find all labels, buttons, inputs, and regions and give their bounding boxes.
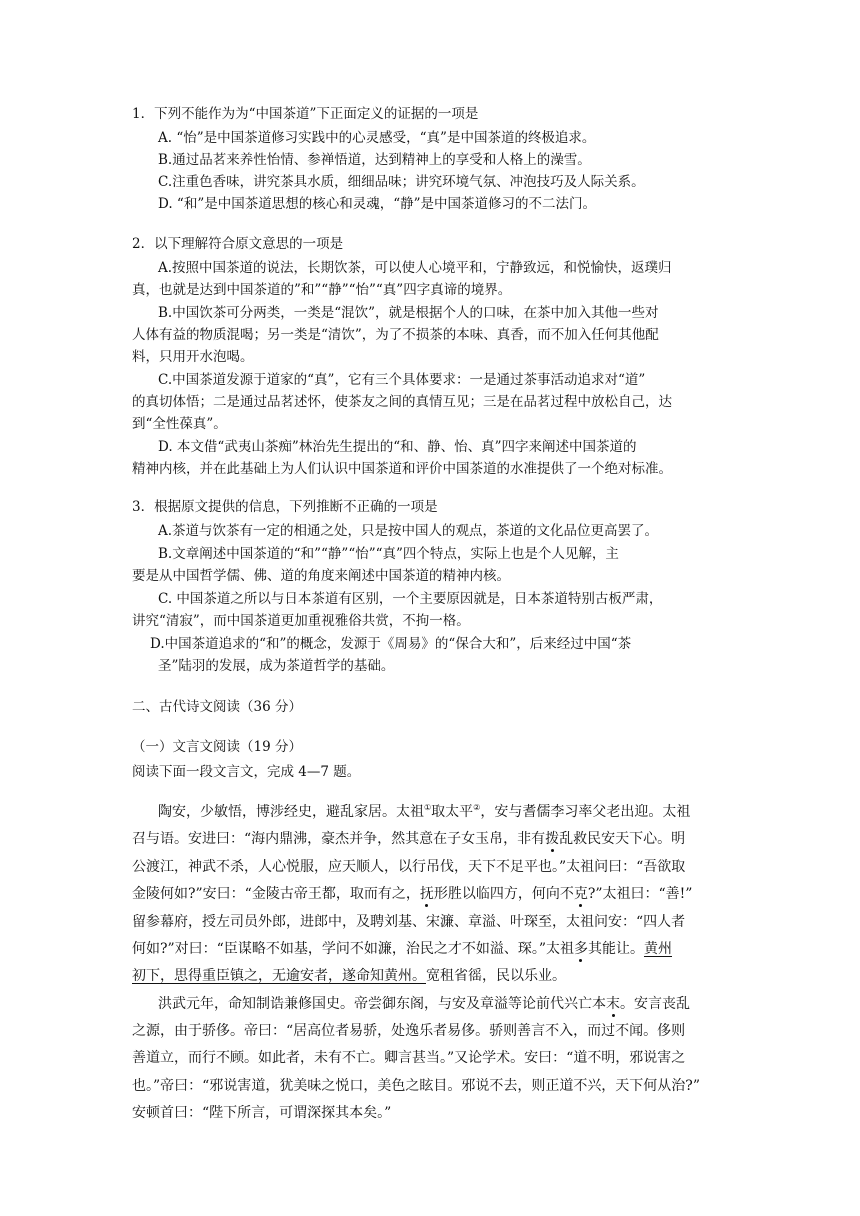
q3-stem: 3．根据原文提供的信息，下列推断不正确的一项是 [132, 499, 438, 515]
emphasis-char-duo: 多 [573, 941, 588, 957]
q2-option-b-line3: 料，只用开水泡喝。 [132, 349, 254, 365]
q1-option-a: A. “怡”是中国茶道修习实践中的心灵感受，“真”是中国茶道的终极追求。 [158, 130, 596, 146]
footnote-marker-2: ② [473, 803, 481, 812]
q2-option-d-line1: D. 本文借“武夷山茶痴”林治先生提出的“和、静、怡、真”四字来阐述中国茶道的 [158, 439, 637, 455]
reading-instruction: 阅读下面一段文言文，完成 4—7 题。 [132, 764, 361, 780]
q3-option-d-line2: 圣”陆羽的发展，成为茶道哲学的基础。 [158, 658, 395, 674]
q2-option-c-line1: C.中国茶道发源于道家的“真”，它有三个具体要求：一是通过茶事活动追求对“道” [158, 372, 646, 388]
passage-p1-line4: 金陵何如?”安曰：“金陵古帝王都，取而有之，抚形胜以临四方，何向不克?”太祖曰：“善!” [132, 886, 693, 902]
q3-option-a: A.茶道与饮茶有一定的相通之处，只是按中国人的观点，茶道的文化品位更高罢了。 [158, 523, 659, 539]
q2-option-b-line2: 人体有益的物质混喝；另一类是“清饮”，为了不损茶的本味、真香，而不加入任何其他配 [132, 327, 659, 343]
q1-stem: 1．下列不能作为为“中国茶道”下正面定义的证据的一项是 [132, 106, 479, 122]
footnote-marker-1: ① [424, 803, 432, 812]
q2-option-a-line1: A.按照中国茶道的说法，长期饮茶，可以使人心境平和，宁静致远，和悦愉快，返璞归 [158, 260, 672, 276]
q3-option-c-line1: C. 中国茶道之所以与日本茶道有区别，一个主要原因就是，日本茶道特别古板严肃， [158, 591, 663, 607]
q3-option-d-line1: D.中国茶道追求的“和”的概念，发源于《周易》的“保合大和”，后来经过中国“茶 [150, 636, 632, 652]
underlined-sentence: 初下，思得重臣镇之，无逾安者，遂命知黄州。 [132, 968, 426, 984]
passage-p1-line6: 何如?”对曰：“臣谋略不如基，学问不如濂，治民之才不如溢、琛。”太祖多其能让。黄州 [132, 941, 672, 957]
emphasis-char-bo: 拨 [545, 831, 560, 847]
passage-p2-line4: 也。”帝曰：“邪说害道，犹美味之悦口，美色之眩目。邪说不去，则正道不兴，天下何从治?” [132, 1078, 700, 1094]
passage-p1-line3: 公渡江，神武不杀，人心悦服，应天顺人，以行吊伐，天下不足平也。”太祖问曰：“吾欲取 [132, 859, 686, 875]
q2-stem: 2．以下理解符合原文意思的一项是 [132, 236, 344, 252]
passage-p2-line5: 安顿首曰：“陛下所言，可谓深探其本矣。” [132, 1105, 392, 1121]
q1-option-b: B.通过品茗来养性怡情、参禅悟道，达到精神上的享受和人格上的澡雪。 [158, 152, 591, 168]
passage-p2-line3: 善道立，而行不顾。如此者，未有不亡。卿言甚当。”又论学术。安曰：“道不明，邪说害之 [132, 1050, 686, 1066]
emphasis-char-fu: 抚 [419, 886, 434, 902]
q2-option-b-line1: B.中国饮茶可分两类，一类是“混饮”，就是根据个人的口味，在茶中加入其他一些对 [158, 305, 659, 321]
section-heading: 二、古代诗文阅读（36 分） [132, 699, 302, 715]
subsection-heading: （一）文言文阅读（19 分） [132, 739, 302, 755]
q3-option-b-line1: B.文章阐述中国茶道的“和”“静”“怡”“真”四个特点，实际上也是个人见解，主 [158, 546, 619, 562]
emphasis-char-mo: 末 [606, 996, 620, 1012]
q2-option-c-line3: 到“全性葆真”。 [132, 416, 227, 432]
q1-option-c: C.注重色香味，讲究茶具水质，细细品味；讲究环境气氛、冲泡技巧及人际关系。 [158, 174, 645, 190]
passage-p1-line1: 陶安，少敏悟，博涉经史，避乱家居。太祖①取太平②，安与耆儒李习率父老出迎。太祖 [158, 803, 691, 820]
passage-p2-line1: 洪武元年，命知制诰兼修国史。帝尝御东阁，与安及章溢等论前代兴亡本末。安言丧乱 [158, 996, 690, 1012]
q1-option-d: D. “和”是中国茶道思想的核心和灵魂，“静”是中国茶道修习的不二法门。 [158, 196, 597, 212]
q3-option-c-line2: 讲究“清寂”，而中国茶道更加重视雅俗共赏，不拘一格。 [132, 613, 470, 629]
passage-p2-line2: 之源，由于骄侈。帝曰：“居高位者易骄，处逸乐者易侈。骄则善言不入，而过不闻。侈则 [132, 1023, 686, 1039]
passage-p1-line2: 召与语。安进曰：“海内鼎沸，豪杰并争，然其意在子女玉帛，非有拨乱救民安天下心。明 [132, 831, 686, 847]
q2-option-c-line2: 的真切体悟；二是通过品茗述怀，使茶友之间的真情互见；三是在品茗过程中放松自己，达 [132, 394, 672, 410]
q3-option-b-line2: 要是从中国哲学儒、佛、道的角度来阐述中国茶道的精神内核。 [132, 568, 510, 584]
underlined-sentence-start: 黄州 [643, 941, 672, 957]
q2-option-d-line2: 精神内核，并在此基础上为人们认识中国茶道和评价中国茶道的水准提供了一个绝对标准。 [132, 461, 672, 477]
passage-p1-line7: 初下，思得重臣镇之，无逾安者，遂命知黄州。宽租省徭，民以乐业。 [132, 968, 566, 984]
emphasis-char-ke: 克 [573, 886, 588, 902]
q2-option-a-line2: 真，也就是达到中国茶道的”和”“静”“怡”“真”四字真谛的境界。 [132, 282, 512, 298]
passage-p1-line5: 留参幕府，授左司员外郎，进郎中，及聘刘基、宋濂、章溢、叶琛至，太祖问安：“四人者 [132, 914, 686, 930]
